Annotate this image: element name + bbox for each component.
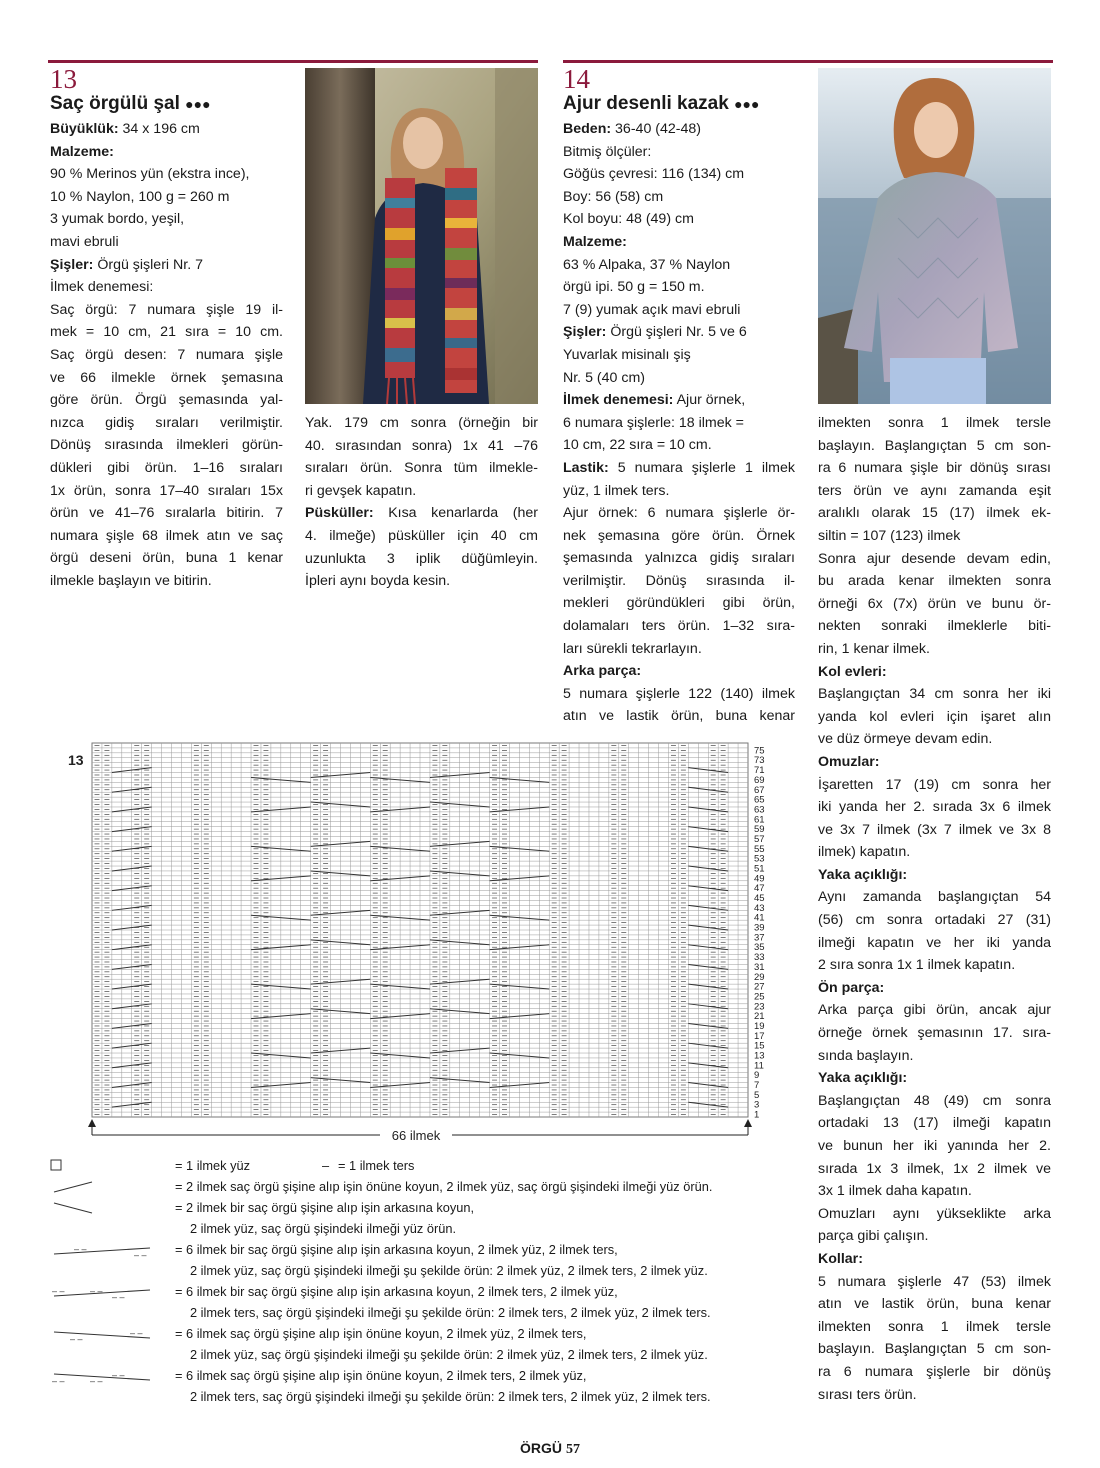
row-label: 45 — [754, 893, 765, 905]
row-label: 1 — [754, 1109, 760, 1121]
row-label: 39 — [754, 922, 765, 934]
row-label: 21 — [754, 1011, 765, 1023]
chart-svg — [40, 735, 780, 1150]
row-label: 9 — [754, 1070, 760, 1082]
row-label: 73 — [754, 755, 765, 767]
row-label: 31 — [754, 961, 765, 973]
sweater-photo — [818, 68, 1051, 404]
page-number: 57 — [565, 1442, 580, 1457]
row-label: 25 — [754, 991, 765, 1003]
chart-title: 13 — [68, 752, 84, 768]
row-label: 13 — [754, 1050, 765, 1062]
pattern14-col4: ilmekten sonra 1 ilmek tersle başlayın. Başlangıçtan 5 cm son- ra 6 numara şişle bir dönüş sırası ters örün ve aynı zamanda eşit aralıklı olarak 15 (17) ilmek ek- siltin = 107 (123) ilmek Sonra ajur desende devam edin, bu arada kenar ilmekten sonra örneği 6x (7x) örün ve bunu ör- nekten sonraki ilmeklerle biti- rin, 1 kenar ilmek. Kol evleri: Başlangıçtan 34 cm sonra her iki yanda kol evleri için işaret alın ve düz örmeye devam edin. Omuzlar: İşaretten 17 (19) cm sonra her iki yanda her 2. sırada 3x 6 ilmek ve 3x 7 ilmek (3x 7 ilmek ve 3x 8 ilmek) kapatın. Yaka açıklığı: Aynı zamanda başlangıçtan 54 (56) cm sonra ortadaki 27 (31) ilmeği kapatın ve her iki yanda 2 sıra sonra 1x 1 ilmek kapatın. Ön parça: Arka parça gibi örün, ancak ajur örneğe örnek şemasının 17. sıra- sında başlayın. Yaka açıklığı: Başlangıçtan 48 (49) cm sonra ortadaki 13 (17) ilmeği kapatın ve bunun her iki yanında her 2. sırada 1x 3 ilmek, 1x 2 ilmek ve 3x 1 ilmek daha kapatın. Omuzları aynı yükseklikte arka parça gibi çalışın. Kollar: 5 numara şişlerle 47 (53) ilmek atın ve lastik örün, buna kenar ilmekten sonra 1 ilmek tersle başlayın. Başlangıçtan 5 cm son- ra 6 numara şişlerle bir dönüş sırası ters örün. — [818, 415, 1051, 1403]
row-label: 53 — [754, 853, 765, 865]
svg-text:– –: – – — [134, 1250, 147, 1260]
row-label: 29 — [754, 971, 765, 983]
cable-6-back-knit-icon — [50, 1239, 160, 1260]
title-text: Ajur desenli kazak — [563, 93, 729, 114]
row-label: 7 — [754, 1080, 760, 1092]
pattern-number-14: 14 — [563, 64, 590, 94]
legend-purl-text: = 1 ilmek ters — [338, 1158, 415, 1173]
cable-6-back-purl-icon — [50, 1281, 160, 1302]
row-label: 15 — [754, 1040, 765, 1052]
svg-text:– –: – – — [112, 1292, 125, 1302]
pattern14-col3: Beden: 36-40 (42-48) Bitmiş ölçüler: Göğüs çevresi: 116 (134) cm Boy: 56 (58) cm Kol boyu: 48 (49) cm Malzeme: 63 % Alpaka, 37 % Naylon örgü ipi. 50 g = 150 m. 7 (9) yumak açık mavi ebruli Şişler: Örgü şişleri Nr. 5 ve 6 Yuvarlak misinalı şiş Nr. 5 (40 cm) İlmek denemesi: Ajur örnek, 6 numara şişlerle: 18 ilmek = 10 cm, 22 sıra = 10 cm. Lastik: 5 numara şişlerle 1 ilmek yüz, 1 ilmek ters. Ajur örnek: 6 numara şişlerle ör- nek şemasına göre örün. Örnek şemasında yalnızca gidiş sıraları verilmiştir. Dönüş sırasında il- mekleri göründükleri gibi örün, dolamaları ters örün. 1–32 sıra- ları sürekli tekrarlayın. Arka parça: 5 numara şişlerle 122 (140) ilmek atın ve lastik örün, buna kenar — [563, 121, 795, 725]
pattern-number-13: 13 — [50, 64, 77, 94]
title-text: Saç örgülü şal — [50, 93, 180, 114]
row-label: 75 — [754, 745, 765, 757]
row-label: 67 — [754, 784, 765, 796]
row-label: 37 — [754, 932, 765, 944]
row-label: 11 — [754, 1060, 764, 1072]
row-label: 49 — [754, 873, 765, 885]
width-label: 66 ilmek — [391, 1128, 441, 1143]
row-label: 65 — [754, 794, 765, 806]
difficulty-dots: ●●● — [734, 96, 760, 112]
row-label: 57 — [754, 833, 765, 845]
cable-2-back-icon — [50, 1197, 160, 1218]
row-label: 17 — [754, 1030, 765, 1042]
section-rule-14 — [563, 60, 1053, 63]
cable-2-front-icon — [50, 1176, 160, 1197]
cable-6-front-knit-icon — [50, 1323, 160, 1344]
scarf-photo — [305, 68, 538, 404]
magazine-name: ÖRGÜ — [520, 1440, 563, 1456]
row-label: 63 — [754, 804, 765, 816]
svg-text:– –: – – — [90, 1286, 103, 1296]
difficulty-dots: ●●● — [185, 96, 211, 112]
row-label: 47 — [754, 883, 765, 895]
row-label: 5 — [754, 1089, 760, 1101]
legend-row-2: = 2 ilmek bir saç örgü şişine alıp işin arkasına koyun, 2 ilmek yüz, saç örgü şişindeki ilmeği yüz örün. — [50, 1197, 800, 1239]
knit-symbol-icon — [50, 1155, 70, 1176]
row-label: 23 — [754, 1001, 765, 1013]
row-label: 55 — [754, 843, 765, 855]
svg-text:– –: – – — [70, 1334, 83, 1344]
row-label: 51 — [754, 863, 765, 875]
pattern-title-13 — [50, 92, 211, 116]
row-label: 35 — [754, 942, 765, 954]
svg-text:– –: – – — [130, 1328, 143, 1338]
legend-knit-text: = 1 ilmek yüz — [175, 1158, 251, 1173]
legend-row-6: – – – – – – = 6 ilmek saç örgü şişine alıp işin önüne koyun, 2 ilmek ters, 2 ilmek yüz, 2 ilmek ters, saç örgü şişindeki ilmeği şu şekilde örün: 2 ilmek ters, 2 ilmek yüz, 2 ilmek ters. — [50, 1365, 800, 1407]
purl-symbol-icon: – — [322, 1158, 330, 1173]
row-label: 71 — [754, 765, 765, 777]
svg-text:– –: – – — [90, 1376, 103, 1386]
legend-row-4: – – – – – – = 6 ilmek bir saç örgü şişine alıp işin arkasına koyun, 2 ilmek ters, 2 ilmek yüz, 2 ilmek ters, saç örgü şişindeki ilmeği şu şekilde örün: 2 ilmek ters, 2 ilmek yüz, 2 ilmek ters. — [50, 1281, 800, 1323]
chart-legend — [50, 1155, 800, 1405]
row-label: 33 — [754, 952, 765, 964]
row-label: 59 — [754, 824, 765, 836]
width-arrow — [88, 1119, 752, 1143]
row-label: 41 — [754, 912, 765, 924]
knitting-chart — [40, 735, 780, 1150]
svg-text:– –: – – — [52, 1376, 65, 1386]
pattern13-col2: Yak. 179 cm sonra (örneğin bir 40. sırasından sonra) 1x 41 –76 sıraları örün. Sonra tüm ilmekle- ri gevşek kapatın. Püsküller: Kısa kenarlarda (her 4. ilmeğe) püsküller için 40 cm uzunlukta 3 iplik düğümleyin. İpleri aynı boyda kesin. — [305, 415, 538, 590]
row-label: 61 — [754, 814, 765, 826]
svg-text:– –: – – — [112, 1370, 125, 1380]
row-label: 43 — [754, 902, 765, 914]
row-label: 3 — [754, 1099, 760, 1111]
legend-row-knit-purl — [50, 1155, 800, 1176]
section-rule-13 — [48, 60, 538, 63]
row-label: 69 — [754, 774, 765, 786]
legend-row-3: – – – – = 6 ilmek bir saç örgü şişine alıp işin arkasına koyun, 2 ilmek yüz, 2 ilmek ters, 2 ilmek yüz, saç örgü şişindeki ilmeği şu şekilde örün: 2 ilmek yüz, 2 ilmek ters, 2 ilmek yüz. — [50, 1239, 800, 1281]
legend-row-5: – – – – = 6 ilmek saç örgü şişine alıp işin önüne koyun, 2 ilmek yüz, 2 ilmek ters, 2 ilmek yüz, saç örgü şişindeki ilmeği şu şekilde örün: 2 ilmek yüz, 2 ilmek ters, 2 ilmek yüz. — [50, 1323, 800, 1365]
page-footer — [0, 1440, 1100, 1458]
cable-6-front-purl-icon — [50, 1365, 160, 1386]
svg-text:– –: – – — [74, 1244, 87, 1254]
row-label: 27 — [754, 981, 765, 993]
row-label: 19 — [754, 1020, 765, 1032]
pattern-title-14 — [563, 92, 759, 116]
svg-text:– –: – – — [52, 1286, 65, 1296]
pattern13-col1: Büyüklük: 34 x 196 cm Malzeme: 90 % Merinos yün (ekstra ince), 10 % Naylon, 100 g = 260 m 3 yumak bordo, yeşil, mavi ebruli Şişler: Örgü şişleri Nr. 7 İlmek denemesi: Saç örgü: 7 numara şişle 19 il- mek = 10 cm, 21 sıra = 10 cm. Saç örgü desen: 7 numara şişle ve 66 ilmekle örnek şemasına göre örün. Örgü şemasında yal- nızca gidiş sıraları verilmiştir. Dönüş sırasında ilmekleri görün- dükleri gibi örün. 1–16 sıraları 1x örün, sonra 17–40 sıraları 15x örün ve 41–76 sıralarla bitirin. 7 numara şişle 68 ilmek atın ve saç örgü deseni örün, buna 1 kenar ilmekle başlayın ve bitirin. — [50, 121, 283, 589]
legend-row-1: = 2 ilmek saç örgü şişine alıp işin önüne koyun, 2 ilmek yüz, saç örgü şişindeki ilmeği yüz örün. — [50, 1176, 800, 1197]
